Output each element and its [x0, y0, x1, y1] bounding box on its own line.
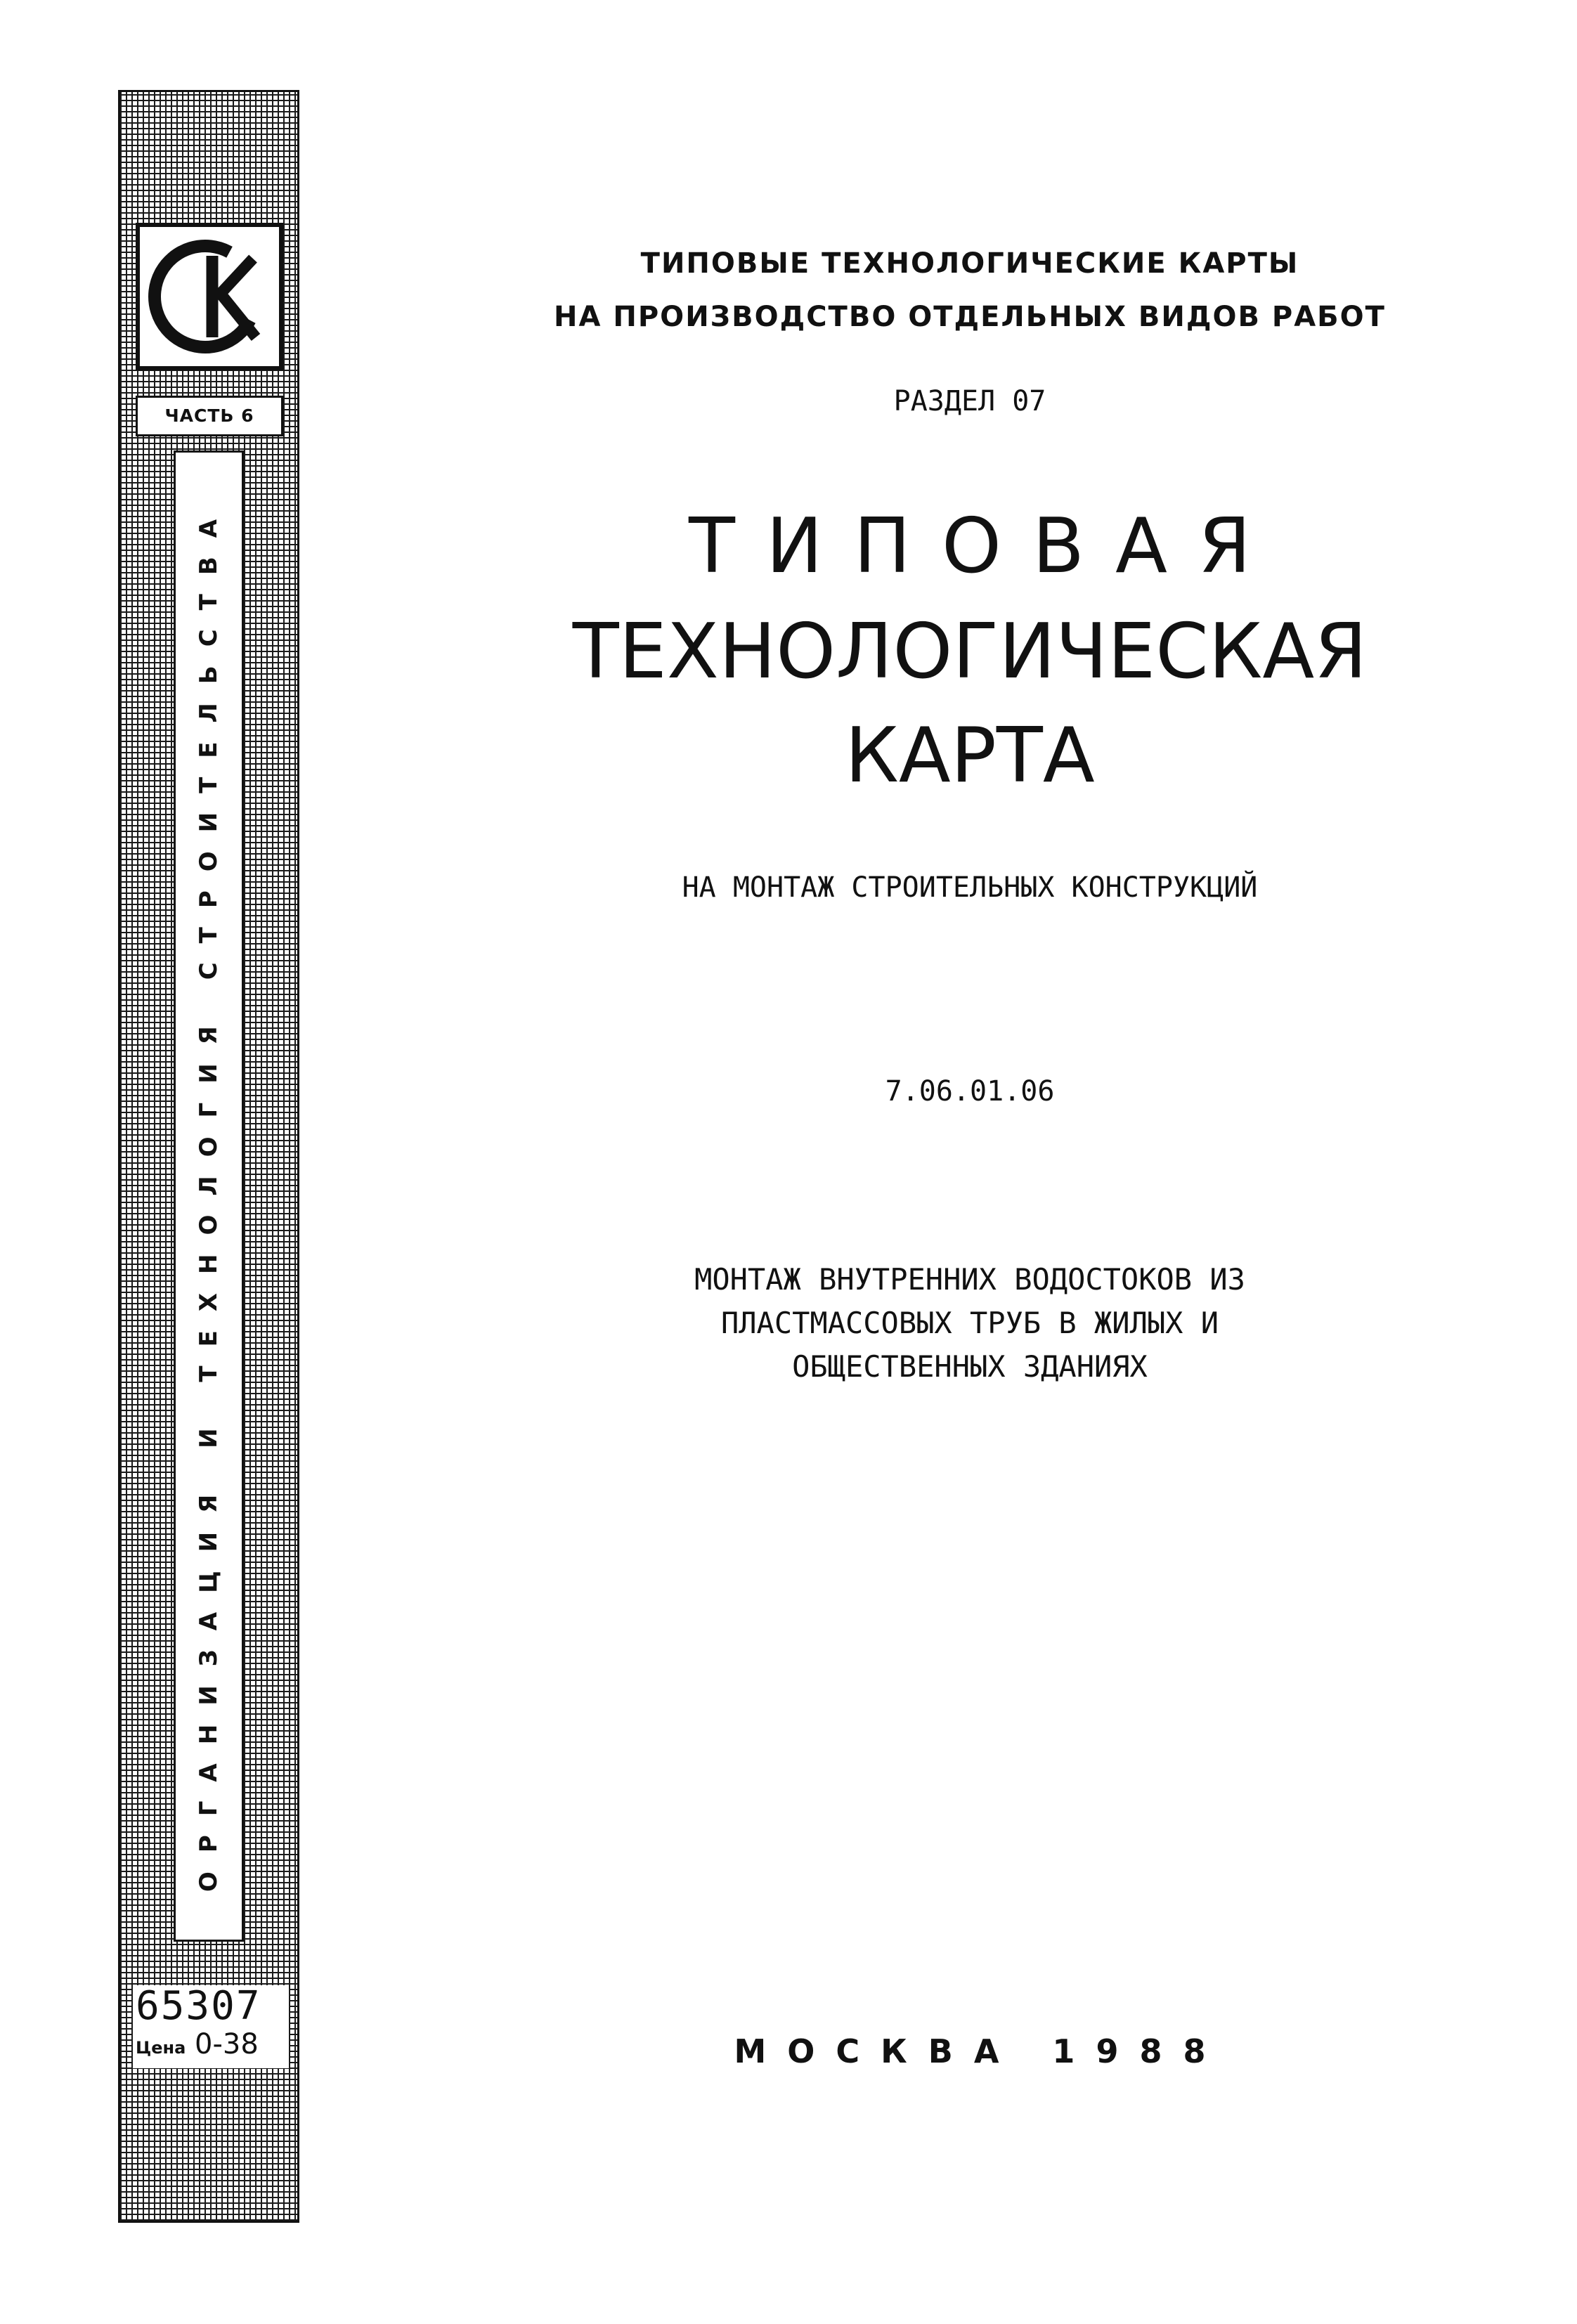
description-line2: ПЛАСТМАССОВЫХ ТРУБ В ЖИЛЫХ И [720, 1306, 1219, 1340]
price [136, 2027, 289, 2065]
publisher-logo [136, 223, 283, 370]
catalog-code-block [133, 1985, 289, 2068]
spine-vertical-title: ОРГАНИЗАЦИЯ И ТЕХНОЛОГИЯ СТРОИТЕЛЬСТВА [195, 500, 223, 1893]
main-title-line1: ТИПОВАЯ [689, 502, 1282, 590]
section-label: РАЗДЕЛ 07 [893, 385, 1046, 417]
main-title-line3: КАРТА [845, 712, 1095, 800]
price-value: 0-38 [195, 2028, 259, 2060]
sk-monogram-logo-icon [148, 235, 271, 358]
subtitle: НА МОНТАЖ СТРОИТЕЛЬНЫХ КОНСТРУКЦИЙ [682, 871, 1258, 904]
cover-spine [118, 90, 299, 2223]
cover-main [457, 0, 1483, 2324]
series-title-line2: НА ПРОИЗВОДСТВО ОТДЕЛЬНЫХ ВИДОВ РАБОТ [554, 301, 1386, 333]
part-label: ЧАСТЬ 6 [136, 396, 283, 436]
series-title-line1: ТИПОВЫЕ ТЕХНОЛОГИЧЕСКИЕ КАРТЫ [640, 247, 1299, 280]
description-line3: ОБЩЕСТВЕННЫХ ЗДАНИЯХ [792, 1349, 1148, 1384]
document-code: 7.06.01.06 [885, 1075, 1055, 1108]
main-title-line2: ТЕХНОЛОГИЧЕСКАЯ [572, 608, 1368, 696]
catalog-number: 65307 [136, 1983, 261, 2029]
spine-title-panel [174, 450, 244, 1942]
imprint-city-year: МОСКВА 1988 [734, 2032, 1227, 2070]
description-line1: МОНТАЖ ВНУТРЕННИХ ВОДОСТОКОВ ИЗ [694, 1262, 1245, 1297]
price-label: Цена [136, 2038, 186, 2058]
